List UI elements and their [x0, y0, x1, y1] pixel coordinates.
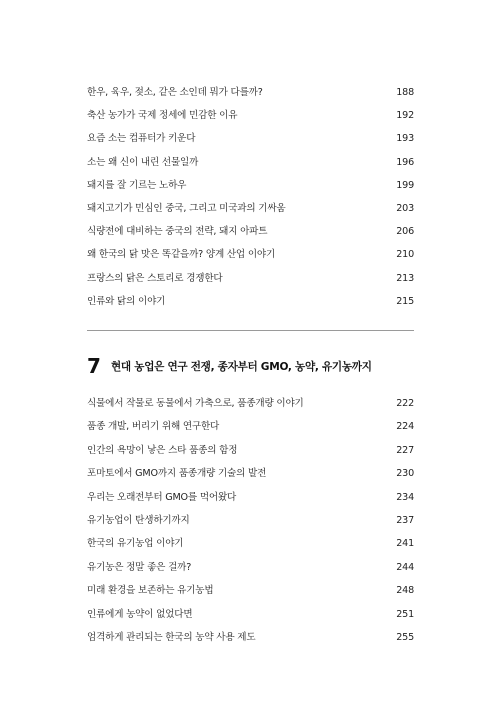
toc-entry[interactable]: [87, 220, 414, 243]
toc-entry[interactable]: [87, 127, 414, 150]
toc-entry-title: 식물에서 작물로 동물에서 가축으로, 품종개량 이야기: [87, 398, 304, 409]
toc-entry-page: 206: [396, 226, 414, 238]
toc-entry-page: 203: [396, 202, 414, 214]
toc-entry-page: 199: [396, 179, 414, 191]
toc-entry[interactable]: [87, 462, 414, 485]
toc-entry-title: 프랑스의 닭은 스토리로 경쟁한다: [87, 272, 223, 284]
toc-entry[interactable]: [87, 532, 414, 555]
toc-entry-page: 193: [396, 133, 414, 145]
toc-entry-title: 포마토에서 GMO까지 품종개량 기술의 발전: [87, 468, 267, 480]
toc-list-chapter-7: [87, 392, 414, 649]
toc-entry-title: 소는 왜 신이 내린 선물일까: [87, 156, 199, 168]
toc-entry-page: 196: [396, 156, 414, 168]
toc-entry[interactable]: [87, 151, 414, 174]
toc-entry-page: 255: [396, 631, 414, 643]
toc-entry-title: 인류와 닭의 이야기: [87, 295, 166, 307]
toc-entry[interactable]: [87, 267, 414, 290]
section-divider: [87, 330, 414, 331]
toc-entry-title: 인류에게 농약이 없었다면: [87, 608, 193, 620]
toc-entry-title: 한우, 육우, 젖소, 같은 소인데 뭐가 다를까?: [87, 87, 263, 98]
toc-entry-page: 230: [396, 468, 414, 480]
chapter-title: 현대 농업은 연구 전쟁, 종자부터 GMO, 농약, 유기농까지: [111, 360, 372, 373]
toc-entry-title: 왜 한국의 닭 맛은 똑같을까? 양계 산업 이야기: [87, 249, 276, 261]
toc-entry[interactable]: [87, 392, 414, 415]
toc-entry-page: 215: [396, 295, 414, 307]
toc-entry-title: 엄격하게 관리되는 한국의 농약 사용 제도: [87, 631, 256, 643]
toc-entry[interactable]: [87, 626, 414, 649]
chapter-number: 7: [87, 354, 101, 378]
toc-entry[interactable]: [87, 415, 414, 438]
toc-entry-title: 요즘 소는 컴퓨터가 키운다: [87, 133, 196, 145]
toc-entry[interactable]: [87, 439, 414, 462]
toc-entry-title: 유기농업이 탄생하기까지: [87, 514, 190, 526]
toc-entry-page: 244: [396, 561, 414, 573]
toc-entry-page: 222: [396, 398, 414, 409]
toc-entry-page: 224: [396, 421, 414, 433]
toc-entry-title: 돼지고기가 민심인 중국, 그리고 미국과의 기싸움: [87, 202, 286, 214]
toc-entry-title: 유기농은 정말 좋은 걸까?: [87, 561, 192, 573]
toc-entry-title: 우리는 오래전부터 GMO를 먹어왔다: [87, 491, 237, 503]
toc-entry[interactable]: [87, 486, 414, 509]
toc-entry-page: 227: [396, 444, 414, 456]
toc-list-previous-chapter: [87, 81, 414, 313]
toc-entry-title: 미래 환경을 보존하는 유기농법: [87, 585, 214, 597]
toc-entry-page: 248: [396, 585, 414, 597]
toc-entry-page: 213: [396, 272, 414, 284]
toc-entry[interactable]: [87, 174, 414, 197]
toc-entry-page: 234: [396, 491, 414, 503]
toc-entry[interactable]: [87, 81, 414, 104]
chapter-heading[interactable]: [87, 354, 427, 378]
toc-entry-page: 210: [396, 249, 414, 261]
toc-entry-title: 한국의 유기농업 이야기: [87, 538, 184, 550]
toc-entry[interactable]: [87, 579, 414, 602]
toc-entry-title: 인간의 욕망이 낳은 스타 품종의 함정: [87, 444, 238, 456]
toc-entry[interactable]: [87, 603, 414, 626]
toc-entry[interactable]: [87, 197, 414, 220]
toc-entry-page: 241: [396, 538, 414, 550]
toc-entry[interactable]: [87, 243, 414, 266]
toc-entry[interactable]: [87, 104, 414, 127]
toc-entry[interactable]: [87, 556, 414, 579]
toc-entry-page: 192: [396, 110, 414, 122]
toc-entry[interactable]: [87, 290, 414, 313]
toc-entry-page: 237: [396, 514, 414, 526]
toc-entry[interactable]: [87, 509, 414, 532]
toc-entry-page: 188: [396, 87, 414, 98]
toc-entry-title: 축산 농가가 국제 정세에 민감한 이유: [87, 110, 238, 122]
toc-entry-page: 251: [396, 608, 414, 620]
toc-entry-title: 돼지를 잘 기르는 노하우: [87, 179, 187, 191]
toc-entry-title: 품종 개발, 버리기 위해 연구한다: [87, 421, 220, 433]
toc-entry-title: 식량전에 대비하는 중국의 전략, 돼지 아파트: [87, 226, 268, 238]
